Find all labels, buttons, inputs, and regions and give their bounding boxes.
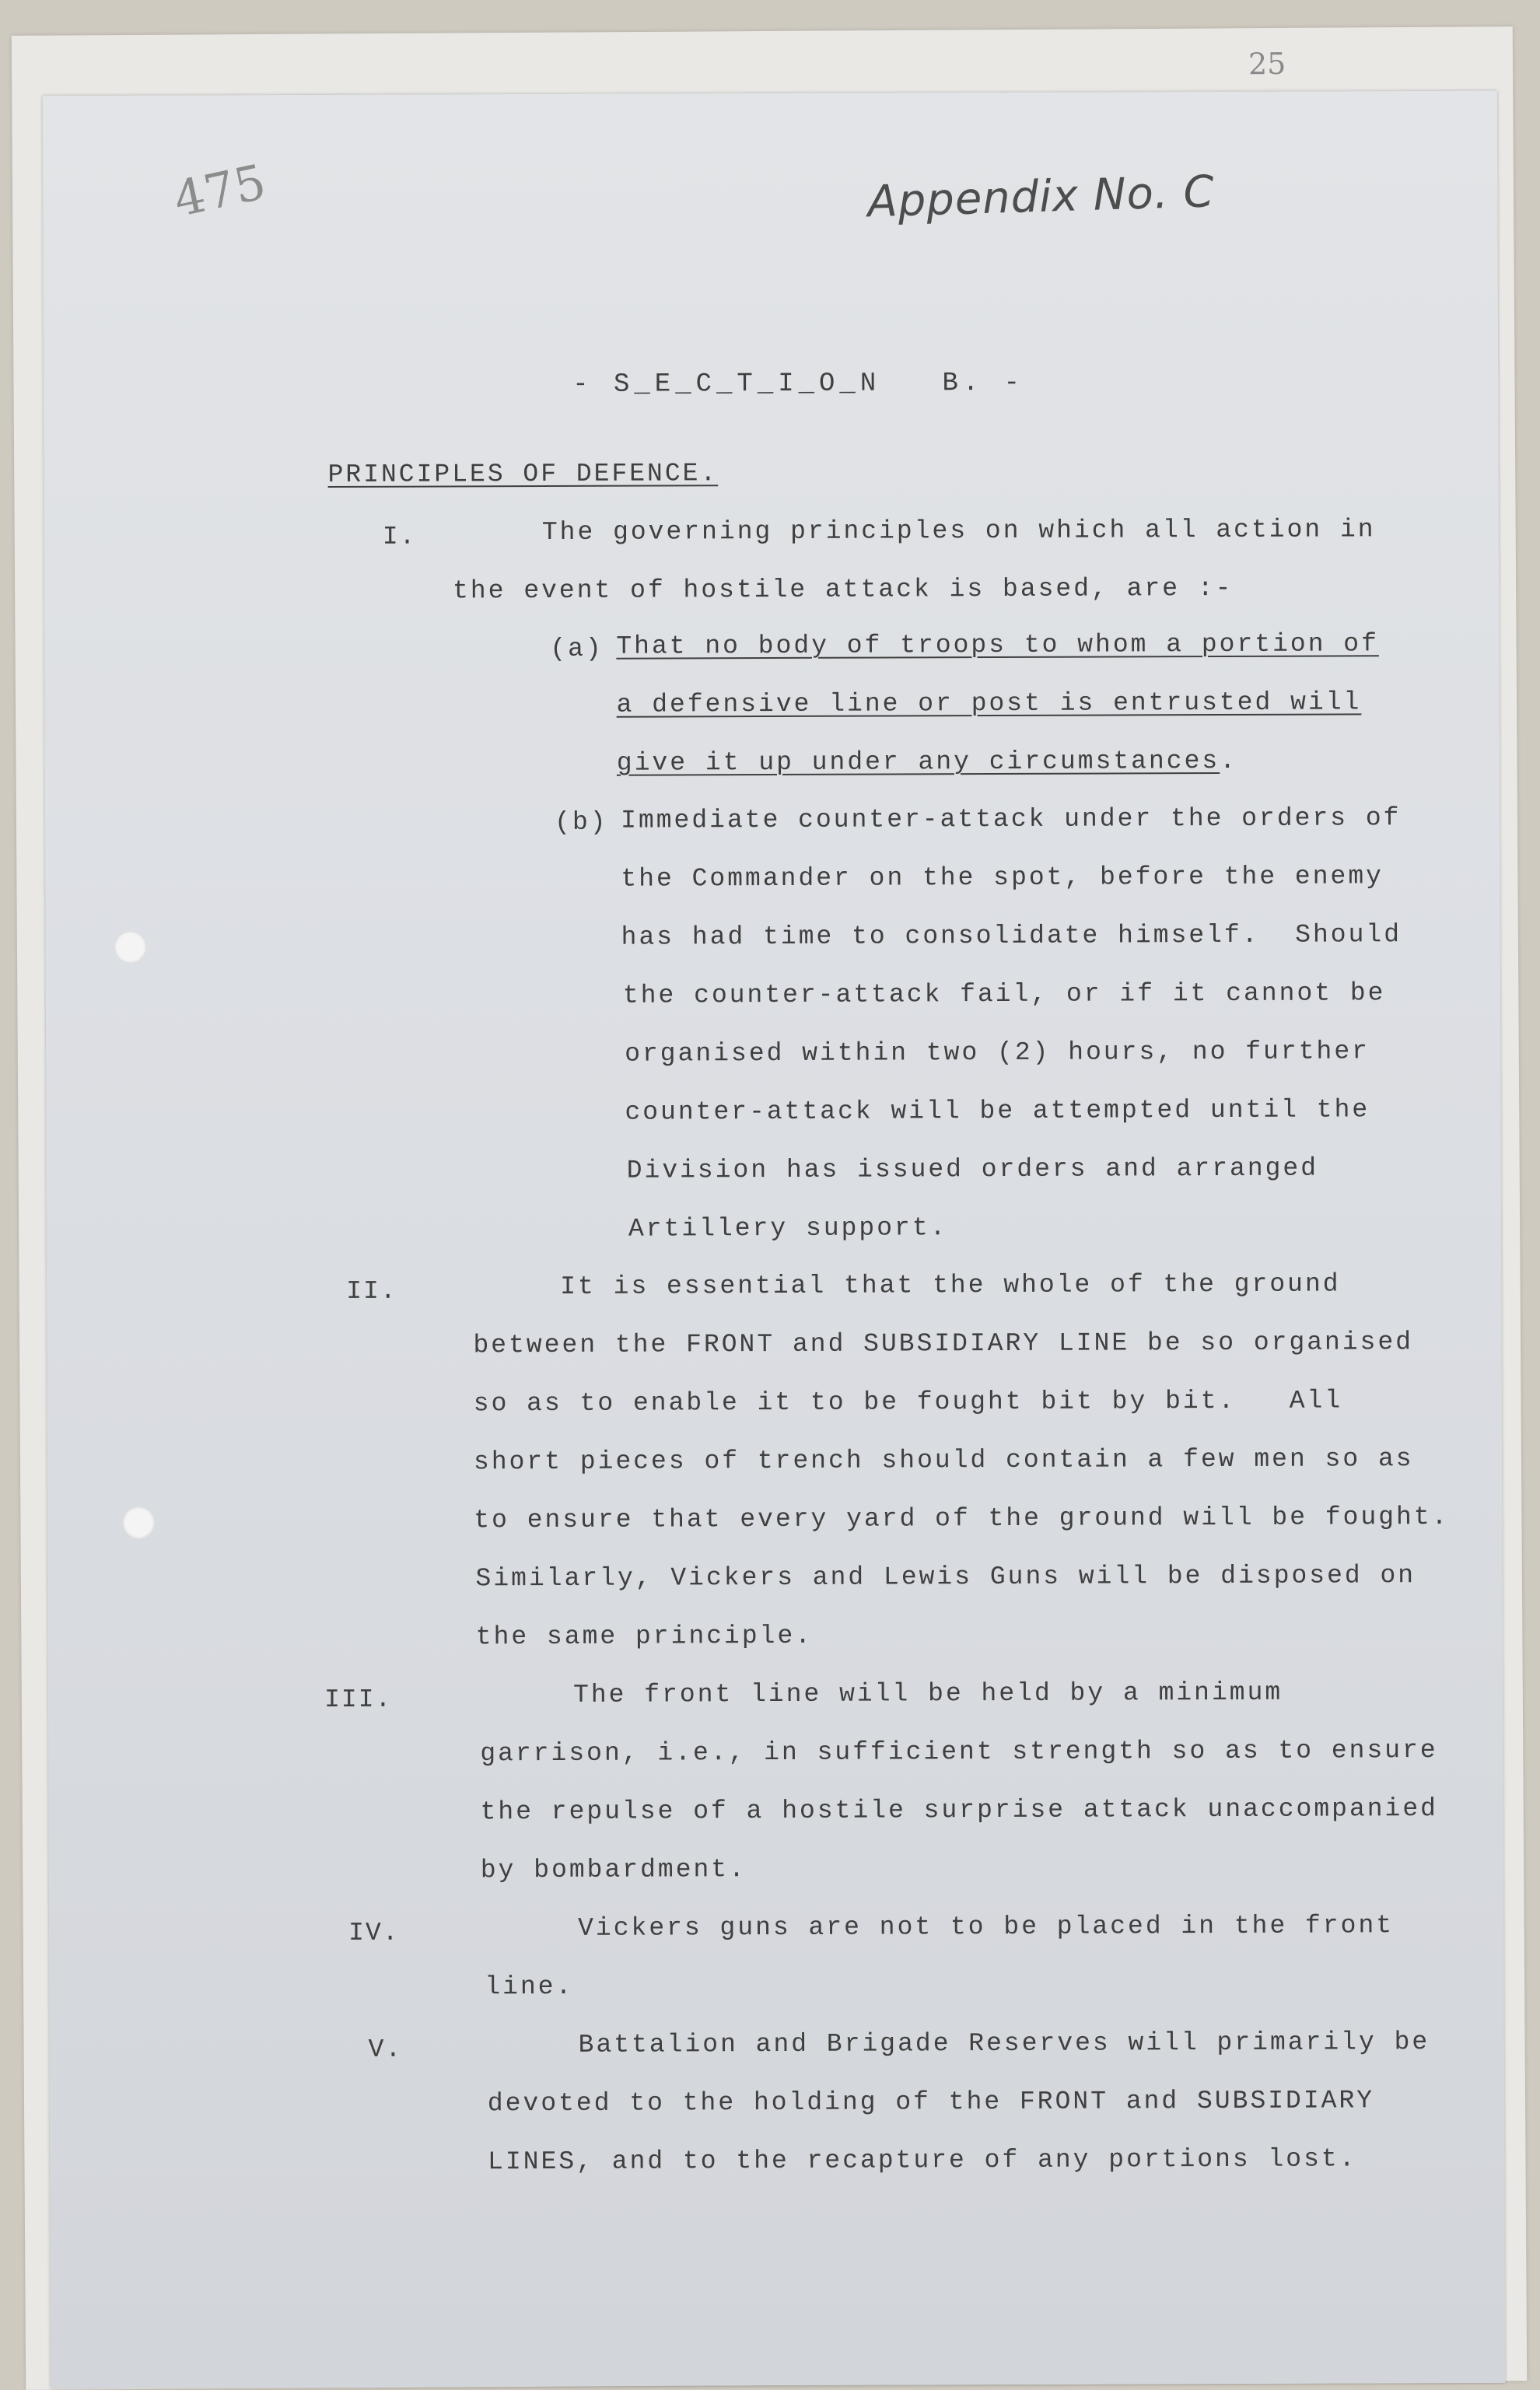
paragraph-line: to ensure that every yard of the ground will be fought. — [474, 1502, 1450, 1535]
principles-title: PRINCIPLES OF DEFENCE. — [327, 459, 719, 489]
document-page — [43, 91, 1505, 2388]
paragraph-line: the repulse of a hostile surprise attack unaccompanied — [480, 1794, 1438, 1827]
line-terminator: . — [1220, 746, 1238, 775]
paragraph-line: Vickers guns are not to be placed in the front — [578, 1911, 1395, 1943]
underlined-line-wrapper — [617, 747, 1237, 778]
paragraph-line: The front line will be held by a minimum — [572, 1678, 1283, 1709]
paragraph-line: the Commander on the spot, before the enemy — [621, 862, 1384, 894]
underlined-line: a defensive line or post is entrusted will — [616, 688, 1362, 719]
paragraph-line: between the FRONT and SUBSIDIARY LINE be so organised — [473, 1328, 1414, 1360]
paragraph-line: the event of hostile attack is based, are :- — [453, 573, 1234, 606]
folio-number: 475 — [168, 152, 271, 229]
appendix-label: Appendix No. C — [866, 166, 1216, 228]
paragraph-line: the same principle. — [475, 1621, 814, 1652]
paragraph-numeral: I. — [382, 522, 417, 551]
paragraph-line: line. — [485, 1972, 574, 2002]
paragraph-line: so as to enable it to be fought bit by bit. All — [473, 1386, 1343, 1419]
paragraph-numeral: V. — [368, 2035, 403, 2064]
subparagraph-label: (b) — [555, 807, 608, 837]
paragraph-line: the counter-attack fail, or if it cannot be — [622, 978, 1386, 1010]
paragraph-line: It is essential that the whole of the ground — [560, 1269, 1341, 1301]
section-heading: - S_E_C_T_I_O_N B. - — [572, 368, 1025, 400]
paragraph-line: Similarly, Vickers and Lewis Guns will be disposed on — [475, 1561, 1416, 1594]
underlined-line: That no body of troops to whom a portion of — [616, 629, 1379, 661]
paragraph-line: devoted to the holding of the FRONT and SUBSIDIARY — [487, 2086, 1375, 2119]
paragraph-numeral: III. — [324, 1685, 393, 1715]
paragraph-numeral: II. — [346, 1276, 397, 1306]
subparagraph-label: (a) — [550, 634, 604, 663]
paragraph-line: Artillery support. — [628, 1213, 948, 1244]
paragraph-line: LINES, and to the recapture of any portions lost. — [488, 2144, 1357, 2177]
paragraph-line: Battalion and Brigade Reserves will primarily be — [578, 2028, 1430, 2059]
punch-hole-icon — [122, 1506, 155, 1539]
paragraph-line: garrison, i.e., in sufficient strength so as to ensure — [480, 1736, 1438, 1769]
paragraph-line: by bombardment. — [480, 1855, 747, 1885]
paragraph-line: Immediate counter-attack under the orders of — [621, 803, 1402, 835]
paragraph-line: The governing principles on which all action in — [541, 515, 1376, 548]
paragraph-line: short pieces of trench should contain a few men so as — [473, 1444, 1414, 1477]
back-page-number: 25 — [1248, 46, 1286, 82]
paragraph-line: Division has issued orders and arranged — [626, 1153, 1319, 1185]
paragraph-line: organised within two (2) hours, no further — [625, 1037, 1370, 1069]
underlined-line: give it up under any circumstances — [616, 746, 1220, 778]
paragraph-line: counter-attack will be attempted until the — [625, 1095, 1370, 1127]
paragraph-numeral: IV. — [348, 1918, 400, 1947]
paragraph-line: has had time to consolidate himself. Should — [621, 920, 1402, 952]
punch-hole-icon — [114, 931, 147, 964]
